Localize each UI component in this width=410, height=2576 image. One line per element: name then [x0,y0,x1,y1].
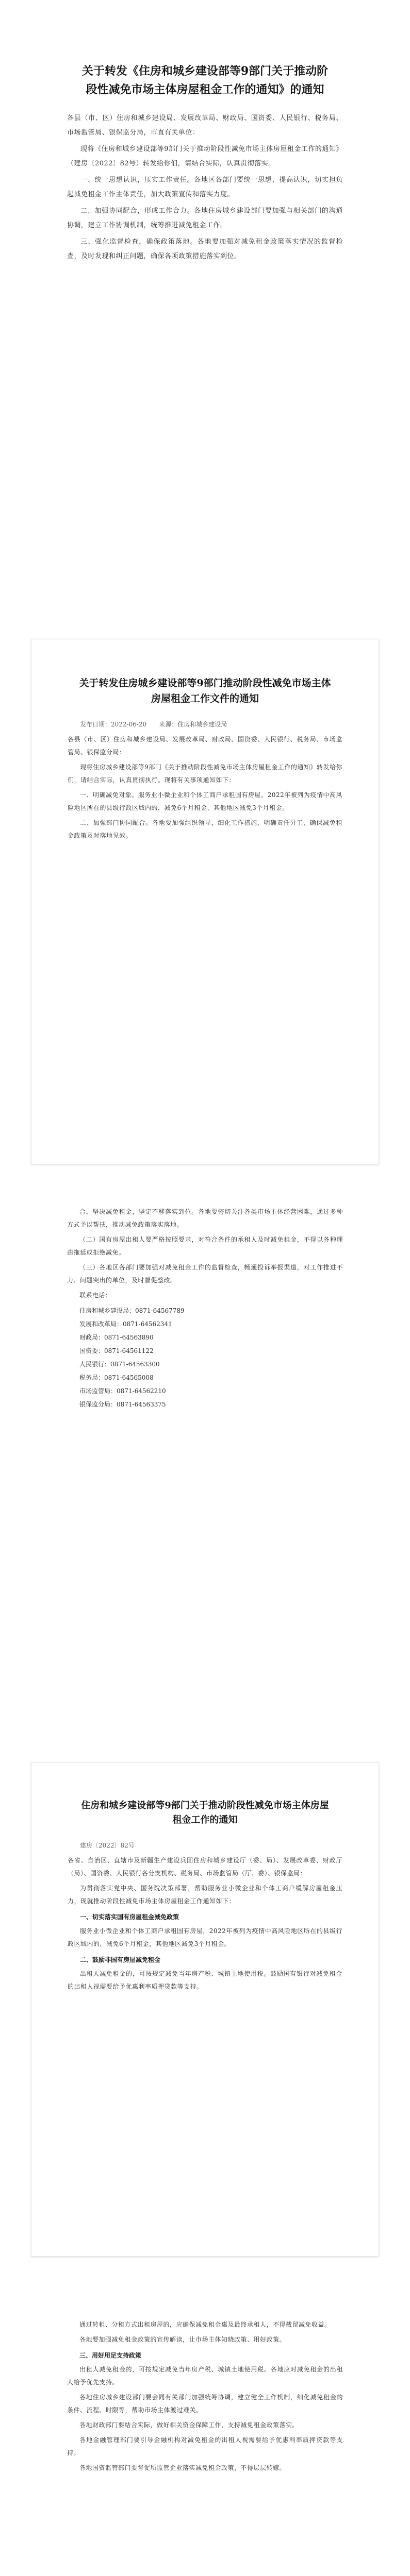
body-paragraph: （三）各地区各部门要加强对减免租金工作的监督检查，畅通投诉举报渠道，对工作推进不力、问题突出的单位，及时督促整改。 [67,1264,343,1284]
body-paragraph: 三、强化监督检查，确保政策落地。各地要加强对减免租金政策落实情况的监督检查，及时发现和纠正问题，确保各项政策措施落实到位。 [67,238,343,260]
body-paragraph: （二）国有房屋出租人要严格按照要求，对符合条件的承租人及时减免租金，不得以各种理由拖延或拒绝减免。 [67,1236,343,1256]
body-paragraph: 出租人减免租金的，可按规定减免当年房产税、城镇土地使用税。各地应对减免租金的出租人给予优先支持。 [67,2366,343,2386]
document-page-1 [31,31,379,577]
body-paragraph: 各地国资监管部门要督促所监管企业落实减免租金政策，不得层层转嫁。 [79,2464,286,2471]
publish-meta: 发布日期：2022-06-20 来源：住房和城乡建设局 [80,721,227,728]
contact-phone: 市场监管局：0871-64562210 [79,1387,166,1395]
contact-phone: 财政局：0871-64563890 [79,1334,154,1341]
section-heading: 一、切实落实国有房屋租金减免政策 [80,1913,179,1921]
addressee: 各县（市、区）住房和城乡建设局、发展改革局、财政局、国资委、人民银行、税务局、市场监管局、银保监分局： [68,736,342,756]
addressee: 各省、自治区、直辖市及新疆生产建设兵团住房和城乡建设厅（委、局）、发展改革委、财政厅（局）、国资委、人民银行各分支机构、税务局、市场监管局（厅、委）、银保监局： [68,1857,342,1877]
document-page-4 [31,1762,379,2257]
document-title: 关于转发《住房和城乡建设部等9部门关于推动阶段性减免市场主体房屋租金工作的通知》的通知 [81,64,329,96]
document-page-5 [31,2298,379,2576]
body-paragraph: 各地要加强减免租金政策的宣传解读，让市场主体知晓政策、用好政策。 [79,2336,286,2343]
body-paragraph: 合，坚决减免租金，坚定不移落实到位。各地要密切关注各类市场主体经营困难，通过多种方式予以帮扶，推动减免政策落实落地。 [67,1208,343,1228]
body-paragraph: 通过转租、分租方式出租房屋的，应确保减免租金惠及最终承租人，不得截留减免收益。 [79,2321,331,2328]
body-paragraph: 二、加强协同配合，形成工作合力。各地住房城乡建设部门要加强与相关部门的沟通协调，建立工作协调机制，统筹推进减免租金工作。 [67,207,343,229]
document-title: 关于转发住房城乡建设部等9部门推动阶段性减免市场主体房屋租金工作文件的通知 [79,677,331,704]
body-paragraph: 现将《住房和城乡建设部等9部门关于推动阶段性减免市场主体房屋租金工作的通知》（建房〔2022〕82号）转发给你们，请结合实际，认真贯彻落实。 [67,145,343,167]
contact-phone: 国资委：0871-64561122 [79,1347,154,1354]
contact-phone: 发展和改革局：0871-64562341 [79,1320,172,1328]
body-paragraph: 各地住房城乡建设部门要会同有关部门加强统筹协调，建立健全工作机制，细化减免租金的条件、流程、时限等，帮助市场主体渡过难关。 [67,2394,343,2414]
section-heading: 二、鼓励非国有房屋减免租金 [80,1956,161,1963]
contact-phone: 银保监分局：0871-64563375 [79,1401,166,1408]
body-paragraph: 一、明确减免对象。服务业小微企业和个体工商户承租国有房屋，2022年被列为疫情中高风险地区所在的县级行政区域内的，减免6个月租金，其他地区减免3个月租金。 [68,791,342,811]
body-paragraph: 各地财政部门要结合实际，做好相关资金保障工作，支持减免租金政策落实。 [79,2421,299,2429]
body-paragraph: 服务业小微企业和个体工商户承租国有房屋，2022年被列为疫情中高风险地区所在的县级行政区域内的，减免6个月租金，其他地区减免3个月租金。 [68,1927,342,1947]
document-page-3 [31,1185,379,1680]
document-title: 住房和城乡建设部等9部门关于推动阶段性减免市场主体房屋租金工作的通知 [81,1800,329,1825]
body-paragraph: 一、统一思想认识，压实工作责任。各地区各部门要统一思想，提高认识，切实担负起减免租金工作主体责任，加大政策宣传和落实力度。 [67,176,343,198]
body-paragraph: 现将住房城乡建设部等9部门《关于推动阶段性减免市场主体房屋租金工作的通知》转发给你们，请结合实际，认真贯彻执行。现将有关事项通知如下： [68,764,342,784]
addressee: 各县（市、区）住房和城乡建设局、发展改革局、财政局、国资委、人民银行、税务局、市场监管局、银保监分局，市直有关单位： [67,114,343,137]
body-paragraph: 二、加强部门协同配合。各地要加强组织领导，细化工作措施，明确责任分工，确保减免租金政策及时落地见效。 [68,819,342,839]
document-page-2 [31,639,379,1164]
contact-label: 联系电话： [79,1292,112,1299]
contact-phone: 住房和城乡建设局：0871-64567789 [79,1307,185,1314]
document-number: 建房〔2022〕82号 [80,1842,135,1849]
body-paragraph: 为贯彻落实党中央、国务院决策部署，帮助服务业小微企业和个体工商户缓解房屋租金压力，现就推动阶段性减免市场主体房屋租金工作通知如下： [68,1885,342,1905]
body-paragraph: 各地金融管理部门要引导金融机构对减免租金的出租人视需要给予优惠利率质押贷款等支持。 [67,2436,343,2456]
contact-phone: 税务局：0871-64565008 [79,1374,154,1381]
contact-phone: 人民银行：0871-64563300 [79,1361,160,1368]
section-heading: 三、用好用足支持政策 [79,2352,142,2359]
body-paragraph: 出租人减免租金的，可按规定减免当年房产税、城镇土地使用税。鼓励国有银行对减免租金的出租人视需要给予优惠利率质押贷款等支持。 [68,1970,342,1990]
